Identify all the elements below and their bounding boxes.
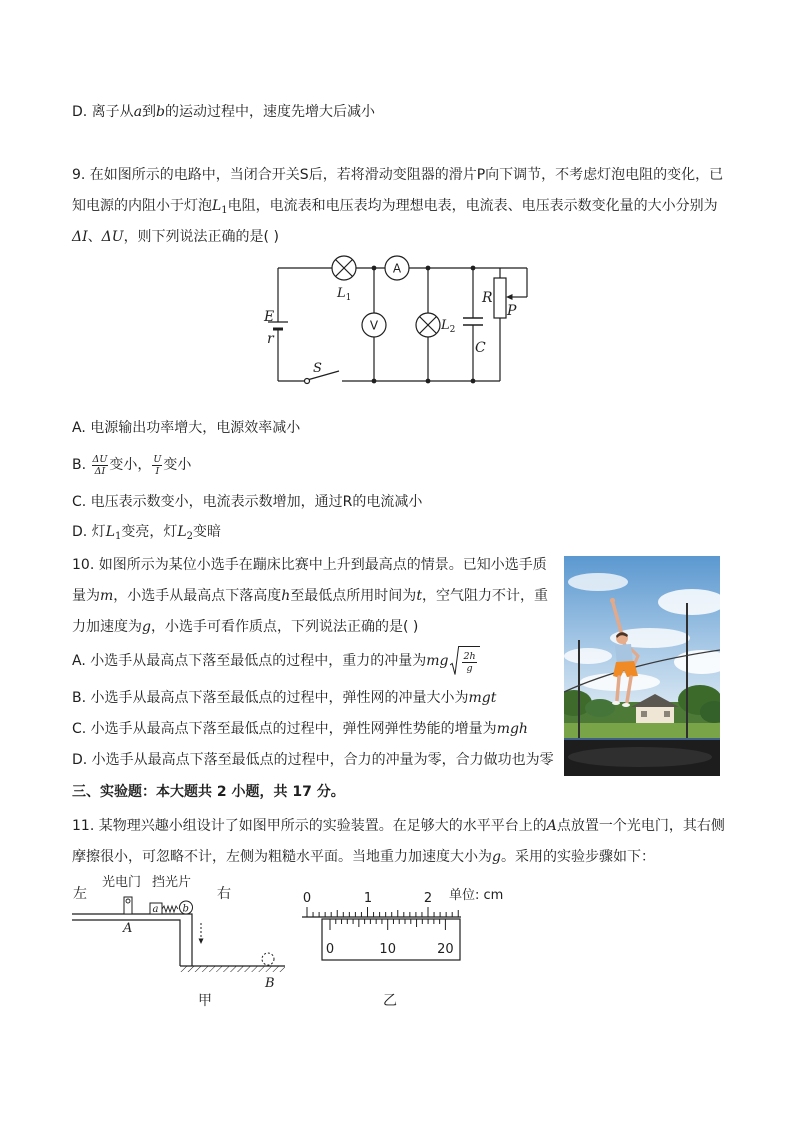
text-run: C. 小选手从最高点下落至最低点的过程中，弹性网弹性势能的增量为: [72, 721, 497, 737]
text-run: 、: [87, 229, 102, 245]
landing-ball-dashed: [262, 953, 274, 965]
text-run: 的运动过程中，速度先增大后减小: [165, 104, 376, 120]
math-symbol: g: [142, 619, 151, 635]
leg: [617, 677, 619, 700]
cloud: [658, 589, 726, 615]
section-3-heading: 三、实验题：本大题共 2 小题，共 17 分。: [72, 784, 345, 800]
voltmeter-label: V: [369, 318, 379, 333]
fraction-denominator: I: [155, 465, 160, 477]
text-run: B. 小选手从最高点下落至最低点的过程中，弹性网的冲量大小为: [72, 690, 469, 706]
house-window: [664, 711, 670, 717]
text-run: 9. 在如图所示的电路中，当闭合开关S后，若将滑动变阻器的滑片P向下调节，不考虑灯泡电阻的变化，已: [72, 167, 724, 183]
block-a-label: a: [152, 904, 159, 915]
math-symbol: A: [546, 818, 557, 834]
radicand: [459, 646, 479, 676]
unit-label: 单位: cm: [449, 888, 504, 903]
junction-dot: [426, 266, 431, 271]
main-scale-label: 1: [363, 891, 373, 906]
junction-dot: [471, 379, 476, 384]
photogate-icon: [124, 897, 132, 914]
point-b-label: B: [265, 976, 275, 991]
q9-circuit-diagram: [255, 250, 545, 395]
q11-stem-line-2: [72, 847, 655, 867]
switch-label: S: [313, 361, 322, 376]
spring-icon: [162, 906, 178, 912]
lamp-l2-subscript: 2: [449, 325, 456, 335]
rheostat-label: R: [482, 290, 493, 306]
right-direction-label: 右: [217, 886, 231, 902]
q9-option-d: [72, 522, 221, 542]
q9-option-b: [72, 450, 191, 480]
vernier-label: 10: [379, 942, 396, 957]
text-run: 点放置一个光电门，其右侧: [556, 818, 725, 834]
cloud: [674, 650, 730, 674]
ammeter-label: A: [392, 261, 402, 276]
q9-option-a: [72, 418, 300, 438]
square-root: [450, 646, 479, 676]
fraction: [462, 651, 476, 674]
radical-sign-icon: [450, 646, 459, 676]
math-symbol: h: [281, 588, 291, 604]
fall-arrow-icon: [199, 939, 204, 945]
text-run: 力加速度为: [72, 619, 142, 635]
photo-content: [556, 556, 730, 776]
q11-stem-line-1: [72, 816, 725, 836]
emf-label: E: [264, 309, 275, 325]
math-symbol: L: [177, 524, 187, 540]
subscript: 1: [221, 205, 228, 216]
junction-dot: [372, 266, 377, 271]
text-run: ，则下列说法正确的是( ): [123, 229, 279, 245]
text-run: A. 电源输出功率增大，电源效率减小: [72, 420, 301, 436]
q9-stem-line-3: [72, 227, 279, 247]
subscript: 2: [186, 531, 194, 542]
text-run: D. 离子从: [72, 104, 134, 120]
cloud: [568, 573, 628, 591]
fraction-denominator: g: [466, 663, 473, 674]
left-direction-label: 左: [73, 886, 87, 902]
figure-yi-caption: 乙: [383, 993, 397, 1009]
text-run: 至最低点所用时间为: [290, 588, 417, 604]
fraction-numerator: ΔU: [92, 453, 108, 465]
cloud: [564, 648, 612, 664]
figure-jia-caption: 甲: [198, 993, 212, 1009]
math-symbol: a: [133, 104, 143, 120]
text-run: C. 电压表示数变小，电流表示数增加，通过R的电流减小: [72, 494, 423, 510]
text-run: D. 小选手从最高点下落至最低点的过程中，合力的冲量为零，合力做功也为零: [72, 752, 554, 768]
rheostat-icon: [494, 278, 506, 318]
vernier-label: 20: [437, 942, 454, 957]
point-a-label: A: [123, 921, 133, 936]
text-run: A. 小选手从最高点下落至最低点的过程中，重力的冲量为: [72, 653, 427, 669]
q9-stem-line-1: [72, 165, 723, 185]
text-run: 。采用的实验步骤如下：: [500, 849, 655, 865]
main-scale-label: 2: [423, 891, 433, 906]
fraction-numerator: U: [153, 453, 162, 465]
house-window: [641, 711, 647, 717]
q9-option-c: [72, 492, 422, 512]
lamp-l1-icon: [332, 256, 356, 280]
fraction-numerator: 2h: [463, 651, 476, 662]
text-run: 变小，: [109, 457, 152, 473]
tree: [556, 690, 592, 716]
math-symbol: b: [156, 104, 166, 120]
shoe: [622, 703, 630, 707]
fraction-denominator: ΔI: [94, 465, 106, 477]
capacitor-label: C: [475, 340, 486, 356]
math-symbol: ΔI: [72, 229, 88, 245]
text-run: 变小: [163, 457, 192, 473]
text-run: 摩擦很小，可忽略不计，左侧为粗糙水平面。当地重力加速度大小为: [72, 849, 492, 865]
tree: [585, 699, 615, 717]
lamp-l2-letter: L: [441, 318, 450, 333]
lamp-l2-label: [440, 318, 455, 335]
radical-stroke: [450, 647, 459, 675]
junction-dot: [471, 266, 476, 271]
switch-pivot: [305, 379, 310, 384]
math-symbol: mgt: [468, 690, 497, 706]
q9-stem-line-2: [72, 196, 718, 216]
text-run: 知电源的内阻小于灯泡: [72, 198, 212, 214]
q8-option-d: [72, 102, 375, 122]
text-run: ，空气阻力不计，重: [421, 588, 548, 604]
trampoline-photo: [564, 556, 720, 776]
math-symbol: t: [416, 588, 422, 604]
lamp-l2-icon: [416, 313, 440, 337]
vernier-scale-ticks: [330, 919, 445, 930]
mat-highlight: [568, 747, 712, 767]
fraction: [152, 454, 162, 477]
subscript: 1: [114, 531, 122, 542]
math-symbol: mg: [426, 653, 449, 669]
internal-resistance-label: r: [267, 331, 274, 347]
shutter-label: 挡光片: [152, 875, 192, 890]
q10-option-d: [72, 750, 554, 770]
q10-option-a: [72, 645, 480, 677]
text-run: ，小选手可看作质点，下列说法正确的是( ): [150, 619, 419, 635]
text-run: 10. 如图所示为某位小选手在蹦床比赛中上升到最高点的情景。已知小选手质: [72, 557, 547, 573]
slider-arrow-icon: [506, 294, 513, 300]
lamp-l1-label: [336, 286, 351, 303]
lamp-l1-letter: L: [337, 286, 346, 301]
math-symbol: ΔU: [101, 229, 124, 245]
tree: [700, 701, 728, 723]
q11-figure-yi: [298, 882, 518, 1010]
text-run: 到: [142, 104, 157, 120]
q11-figure-jia: [70, 872, 292, 1012]
text-run: 量为: [72, 588, 100, 604]
option-label: B.: [72, 457, 91, 473]
text-run: 变暗: [193, 524, 222, 540]
shirt: [615, 644, 633, 664]
shoe: [612, 701, 620, 705]
math-symbol: mgh: [496, 721, 528, 737]
math-symbol: L: [105, 524, 115, 540]
q10-option-b: [72, 688, 496, 708]
q10-stem-line-3: [72, 617, 418, 637]
slider-label: P: [507, 303, 517, 319]
q10-option-c: [72, 719, 528, 739]
text-run: D. 灯: [72, 524, 106, 540]
photogate-label: 光电门: [102, 875, 142, 890]
junction-dot: [372, 379, 377, 384]
main-scale-label: 0: [302, 891, 312, 906]
q10-stem-line-2: [72, 586, 548, 606]
math-symbol: m: [100, 588, 114, 604]
text-run: ，小选手从最高点下落高度: [113, 588, 282, 604]
main-scale-ticks: [307, 907, 458, 917]
junction-dot: [426, 379, 431, 384]
text-run: 变亮，灯: [121, 524, 178, 540]
ball-b-label: b: [182, 903, 189, 915]
text-run: 电阻，电流表和电压表均为理想电表，电流表、电压表示数变化量的大小分别为: [227, 198, 718, 214]
q10-stem-line-1: [72, 555, 547, 575]
hand: [610, 598, 615, 603]
text-run: 11. 某物理兴趣小组设计了如图甲所示的实验装置。在足够大的水平平台上的: [72, 818, 547, 834]
floor-hatch: [180, 966, 285, 972]
math-symbol: g: [492, 849, 501, 865]
math-symbol: L: [212, 198, 222, 214]
vernier-label: 0: [325, 942, 335, 957]
fraction: [92, 454, 109, 477]
lamp-l1-subscript: 1: [345, 293, 352, 303]
grass: [564, 723, 720, 740]
